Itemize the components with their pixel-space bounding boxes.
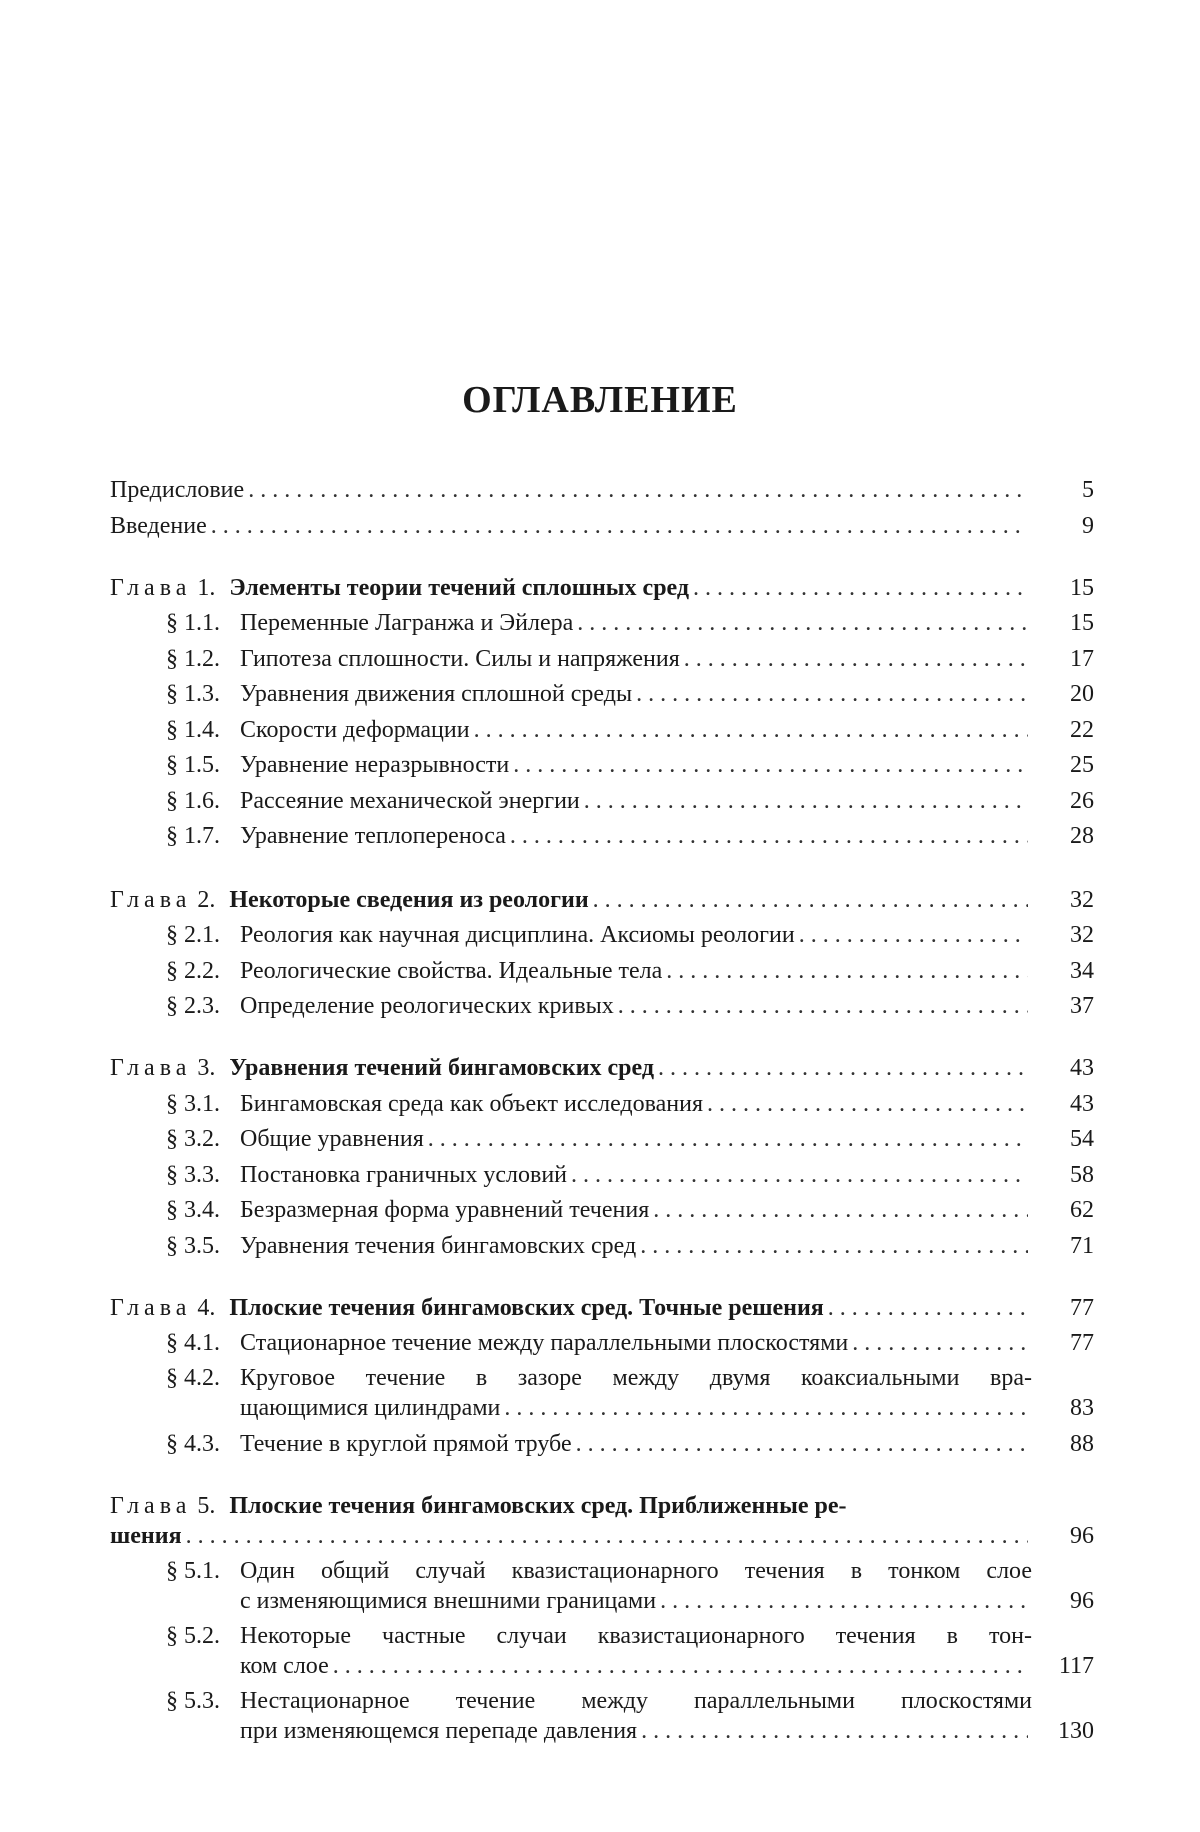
toc-section-2-3	[166, 991, 1094, 1021]
entry-page: 34	[1070, 958, 1094, 984]
section-title: Определение реологических кривых	[240, 993, 614, 1019]
toc-section-5-3	[240, 1716, 1094, 1746]
section-title: Рассеяние механической энергии	[240, 788, 580, 814]
entry-page: 96	[1070, 1523, 1094, 1549]
entry-page: 26	[1070, 788, 1094, 814]
leader-dots	[186, 1521, 1028, 1551]
toc-section-4-1	[166, 1328, 1094, 1358]
section-title-line1: Круговое течение в зазоре между двумя коаксиальными вра-	[240, 1365, 1032, 1391]
toc-section-2-1	[166, 920, 1094, 950]
leader-dots	[571, 1160, 1028, 1190]
section-title-line2: щающимися цилиндрами	[240, 1395, 501, 1421]
leader-dots	[474, 715, 1028, 745]
entry-page: 83	[1070, 1395, 1094, 1421]
toc-section-4-3	[166, 1429, 1094, 1459]
section-number: § 3.3.	[166, 1162, 220, 1188]
section-title-line2: ком слое	[240, 1653, 329, 1679]
chapter-title: Некоторые сведения из реологии	[229, 887, 589, 913]
section-number: § 5.3.	[166, 1688, 220, 1714]
chapter-title: Элементы теории течений сплошных сред	[229, 575, 690, 601]
leader-dots	[504, 1393, 1028, 1423]
entry-page: 15	[1070, 575, 1094, 601]
section-number: § 2.2.	[166, 958, 220, 984]
chapter-word: Глава	[110, 1493, 192, 1519]
entry-page: 17	[1070, 646, 1094, 672]
toc-section-1-2	[166, 644, 1094, 674]
leader-dots	[666, 956, 1028, 986]
toc-section-2-2	[166, 956, 1094, 986]
leader-dots	[576, 1429, 1028, 1459]
leader-dots	[653, 1195, 1028, 1225]
chapter-word: Глава	[110, 575, 192, 601]
entry-page: 62	[1070, 1197, 1094, 1223]
chapter-word: Глава	[110, 1055, 192, 1081]
chapter-number: 5.	[197, 1493, 216, 1519]
section-title: Стационарное течение между параллельными плоскостями	[240, 1330, 849, 1356]
leader-dots	[828, 1293, 1028, 1323]
leader-dots	[684, 644, 1028, 674]
toc-section-5-2	[240, 1651, 1094, 1681]
toc-section-3-4	[166, 1195, 1094, 1225]
toc-section-3-2	[166, 1124, 1094, 1154]
entry-page: 22	[1070, 717, 1094, 743]
entry-title: Введение	[110, 513, 207, 539]
entry-page: 43	[1070, 1091, 1094, 1117]
leader-dots	[513, 750, 1028, 780]
leader-dots	[584, 786, 1028, 816]
entry-page: 77	[1070, 1295, 1094, 1321]
entry-page: 43	[1070, 1055, 1094, 1081]
section-title: Реологические свойства. Идеальные тела	[240, 958, 663, 984]
chapter-title: Плоские течения бингамовских сред. Точные решения	[229, 1295, 824, 1321]
entry-page: 54	[1070, 1126, 1094, 1152]
section-number: § 3.2.	[166, 1126, 220, 1152]
section-title-line2: с изменяющимися внешними границами	[240, 1588, 657, 1614]
section-title: Уравнение неразрывности	[240, 752, 510, 778]
chapter-number: 2.	[197, 887, 216, 913]
chapter-number: 1.	[197, 575, 216, 601]
leader-dots	[693, 573, 1028, 603]
toc-section-1-6	[166, 786, 1094, 816]
toc-section-3-5	[166, 1231, 1094, 1261]
section-number: § 1.2.	[166, 646, 220, 672]
section-number: § 5.1.	[166, 1558, 220, 1584]
entry-page: 28	[1070, 823, 1094, 849]
section-number: § 3.4.	[166, 1197, 220, 1223]
section-title: Безразмерная форма уравнений течения	[240, 1197, 650, 1223]
entry-page: 71	[1070, 1233, 1094, 1259]
leader-dots	[799, 920, 1028, 950]
chapter-title: Уравнения течений бингамовских сред	[229, 1055, 654, 1081]
toc-chapter-5	[110, 1521, 1094, 1551]
section-number: § 1.1.	[166, 610, 220, 636]
section-title: Реология как научная дисциплина. Аксиомы реологии	[240, 922, 795, 948]
chapter-word: Глава	[110, 1295, 192, 1321]
section-title: Уравнение теплопереноса	[240, 823, 506, 849]
section-title-line2: при изменяющемся перепаде давления	[240, 1718, 638, 1744]
entry-page: 9	[1082, 513, 1094, 539]
toc-section-1-1	[166, 608, 1094, 638]
leader-dots	[577, 608, 1028, 638]
entry-title: Предисловие	[110, 477, 245, 503]
section-number: § 4.3.	[166, 1431, 220, 1457]
section-number: § 2.3.	[166, 993, 220, 1019]
section-number: § 2.1.	[166, 922, 220, 948]
toc-chapter-5-line1	[110, 1491, 846, 1521]
section-number: § 4.2.	[166, 1365, 220, 1391]
leader-dots	[428, 1124, 1028, 1154]
section-title: Скорости деформации	[240, 717, 470, 743]
leader-dots	[333, 1651, 1028, 1681]
leader-dots	[641, 1716, 1028, 1746]
chapter-number: 3.	[197, 1055, 216, 1081]
toc-chapter-4	[110, 1293, 1094, 1323]
section-title: Уравнения движения сплошной среды	[240, 681, 633, 707]
section-number: § 4.1.	[166, 1330, 220, 1356]
leader-dots	[660, 1586, 1028, 1616]
toc-section-1-4	[166, 715, 1094, 745]
toc-section-1-3	[166, 679, 1094, 709]
section-number: § 3.5.	[166, 1233, 220, 1259]
entry-page: 32	[1070, 922, 1094, 948]
entry-page: 20	[1070, 681, 1094, 707]
toc-chapter-2	[110, 885, 1094, 915]
entry-page: 15	[1070, 610, 1094, 636]
chapter-title-line2: шения	[110, 1523, 182, 1549]
section-title: Бингамовская среда как объект исследования	[240, 1091, 704, 1117]
page-title: ОГЛАВЛЕНИЕ	[462, 379, 738, 421]
toc-section-1-7	[166, 821, 1094, 851]
toc-section-3-1	[166, 1089, 1094, 1119]
section-title: Гипотеза сплошности. Силы и напряжения	[240, 646, 680, 672]
chapter-number: 4.	[197, 1295, 216, 1321]
toc-section-5-1	[240, 1586, 1094, 1616]
entry-page: 77	[1070, 1330, 1094, 1356]
entry-page: 5	[1082, 477, 1094, 503]
section-title-line1: Нестационарное течение между параллельными плоскостями	[240, 1688, 1032, 1714]
section-title: Течение в круглой прямой трубе	[240, 1431, 572, 1457]
leader-dots	[658, 1053, 1028, 1083]
toc-entry-preface	[110, 475, 1094, 505]
section-number: § 5.2.	[166, 1623, 220, 1649]
section-title: Общие уравнения	[240, 1126, 424, 1152]
toc-entry-intro	[110, 511, 1094, 541]
entry-page: 25	[1070, 752, 1094, 778]
section-number: § 1.3.	[166, 681, 220, 707]
leader-dots	[640, 1231, 1028, 1261]
entry-page: 37	[1070, 993, 1094, 1019]
section-number: § 1.4.	[166, 717, 220, 743]
section-title: Переменные Лагранжа и Эйлера	[240, 610, 574, 636]
toc-section-3-3	[166, 1160, 1094, 1190]
leader-dots	[636, 679, 1028, 709]
chapter-title-line1: Плоские течения бингамовских сред. Приближенные ре-	[229, 1493, 847, 1519]
toc-chapter-1	[110, 573, 1094, 603]
section-title: Постановка граничных условий	[240, 1162, 568, 1188]
toc-section-1-5	[166, 750, 1094, 780]
section-number: § 1.6.	[166, 788, 220, 814]
leader-dots	[248, 475, 1028, 505]
section-title: Уравнения течения бингамовских сред	[240, 1233, 637, 1259]
section-number: § 3.1.	[166, 1091, 220, 1117]
toc-section-4-2	[240, 1393, 1094, 1423]
leader-dots	[852, 1328, 1028, 1358]
leader-dots	[211, 511, 1028, 541]
entry-page: 88	[1070, 1431, 1094, 1457]
leader-dots	[593, 885, 1028, 915]
toc-chapter-3	[110, 1053, 1094, 1083]
entry-page: 96	[1070, 1588, 1094, 1614]
leader-dots	[707, 1089, 1028, 1119]
entry-page: 58	[1070, 1162, 1094, 1188]
section-title-line1: Один общий случай квазистационарного течения в тонком слое	[240, 1558, 1032, 1584]
leader-dots	[618, 991, 1028, 1021]
chapter-word: Глава	[110, 887, 192, 913]
section-number: § 1.5.	[166, 752, 220, 778]
leader-dots	[510, 821, 1028, 851]
entry-page: 117	[1058, 1653, 1094, 1679]
section-number: § 1.7.	[166, 823, 220, 849]
entry-page: 32	[1070, 887, 1094, 913]
entry-page: 130	[1058, 1718, 1094, 1744]
section-title-line1: Некоторые частные случаи квазистационарного течения в тон-	[240, 1623, 1032, 1649]
